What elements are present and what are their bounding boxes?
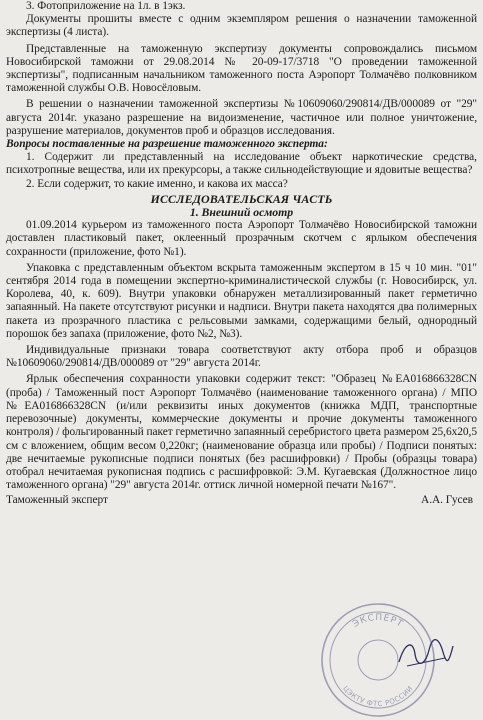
paragraph-bound-documents: Документы прошиты вместе с одним экземпляром решения о назначении таможенной экспертизы (4 листа). [6,13,477,39]
paragraph-individual-features: Индивидуальные признаки товара соответствуют акту отбора проб и образцов №10609060/290814/ДВ/000089 от "29" августа 2014г. [6,344,477,370]
stamp-text-bottom: ЦЭКТУ ФТС РОССИИ [341,684,415,709]
stamp-text-top: ЭКСПЕРТ [351,612,405,630]
paragraph-submitted-documents: Представленные на таможенную экспертизу документы сопровождались письмом Новосибирской таможни от 29.08.2014 № 20-09-17/3718 "О проведении таможенной экспертизы", подписанным начальником таможенного поста Аэропорт Толмачёво полковником таможенной службы О.В. Новосёловым. [6,42,477,95]
paragraph-security-label: Ярлык обеспечения сохранности упаковки содержит текст: "Образец №EA016866328CN (проба) / Таможенный пост Аэропорт Толмачёво (наименование таможенного органа) / МПО №EA016866328CN (и/или реквизиты иных документов (книжка МДП, транспортные перевозочные) документы, коммерческие документы и прочие документы таможенного контроля) / фольгированный пакет герметично запаянный серебристого цвета размером 25,6х20,5 см с вложением, общим весом 0,220кг; (наименование образца или пробы) / Подписи понятых: две нечитаемые рукописные подписи понятых (без расшифровки) / Пробы (образцы товара) отобрал нечитаемая рукописная подпись с расшифровкой: Э.М. Кугаевская (Должностное лицо таможенного органа) "29" августа 2014г. оттиск личной номерной печати №167". [6,373,477,492]
paragraph-package-opening: Упаковка с представленным объектом вскрыта таможенным экспертом в 15 ч 10 мин. "01" сентября 2014 года в помещении экспертно-криминалистической службы (г. Новосибирск, ул. Королева, 40, к. 609). Внутри упаковки обнаружен металлизированный пакет герметично запаянный. На пакете отсутствуют рисунки и надписи. Внутри пакета находятся два полимерных пакета из прозрачного пластика с рельсовыми замками, содержащими белый, однородный порошок без запаха (приложение, фото №2, №3). [6,261,477,340]
subsection-title: 1. Внешний осмотр [189,205,294,220]
questions-heading: Вопросы поставленные на разрешение таможенного эксперта: [6,138,328,151]
question-2: 2. Если содержит, то какие именно, и какова их масса? [26,177,288,190]
paragraph-decision: В решении о назначении таможенной экспертизы №10609060/290814/ДВ/000089 от "29" августа 2014г. указано разрешение на видоизменение, частичное или полное уничтожение, разрушение материалов, документов проб и образцов исследования. [6,98,477,137]
signature-role: Таможенный эксперт [6,494,108,507]
enclosure-item-3: 3. Фотоприложение на 1л. в 1экз. [26,0,186,12]
handwritten-signature [395,632,455,672]
svg-text:ЦЭКТУ ФТС РОССИИ [341,685,415,709]
question-1: 1. Содержит ли представленный на исследование объект наркотические средства, психотропные вещества, или их прекурсоры, а также сильнодействующие и ядовитые вещества? [6,151,477,177]
signature-row [6,494,477,509]
signature-name: А.А. Гусев [421,494,473,507]
paragraph-delivery: 01.09.2014 курьером из таможенного поста Аэропорт Толмачёво Новосибирской таможни доставлен пластиковый пакет, оклеенный прозрачным скотчем с ярлыком обеспечения сохранности (приложение, фото №1). [6,219,477,258]
section-title: ИССЛЕДОВАТЕЛЬСКАЯ ЧАСТЬ [150,191,333,206]
